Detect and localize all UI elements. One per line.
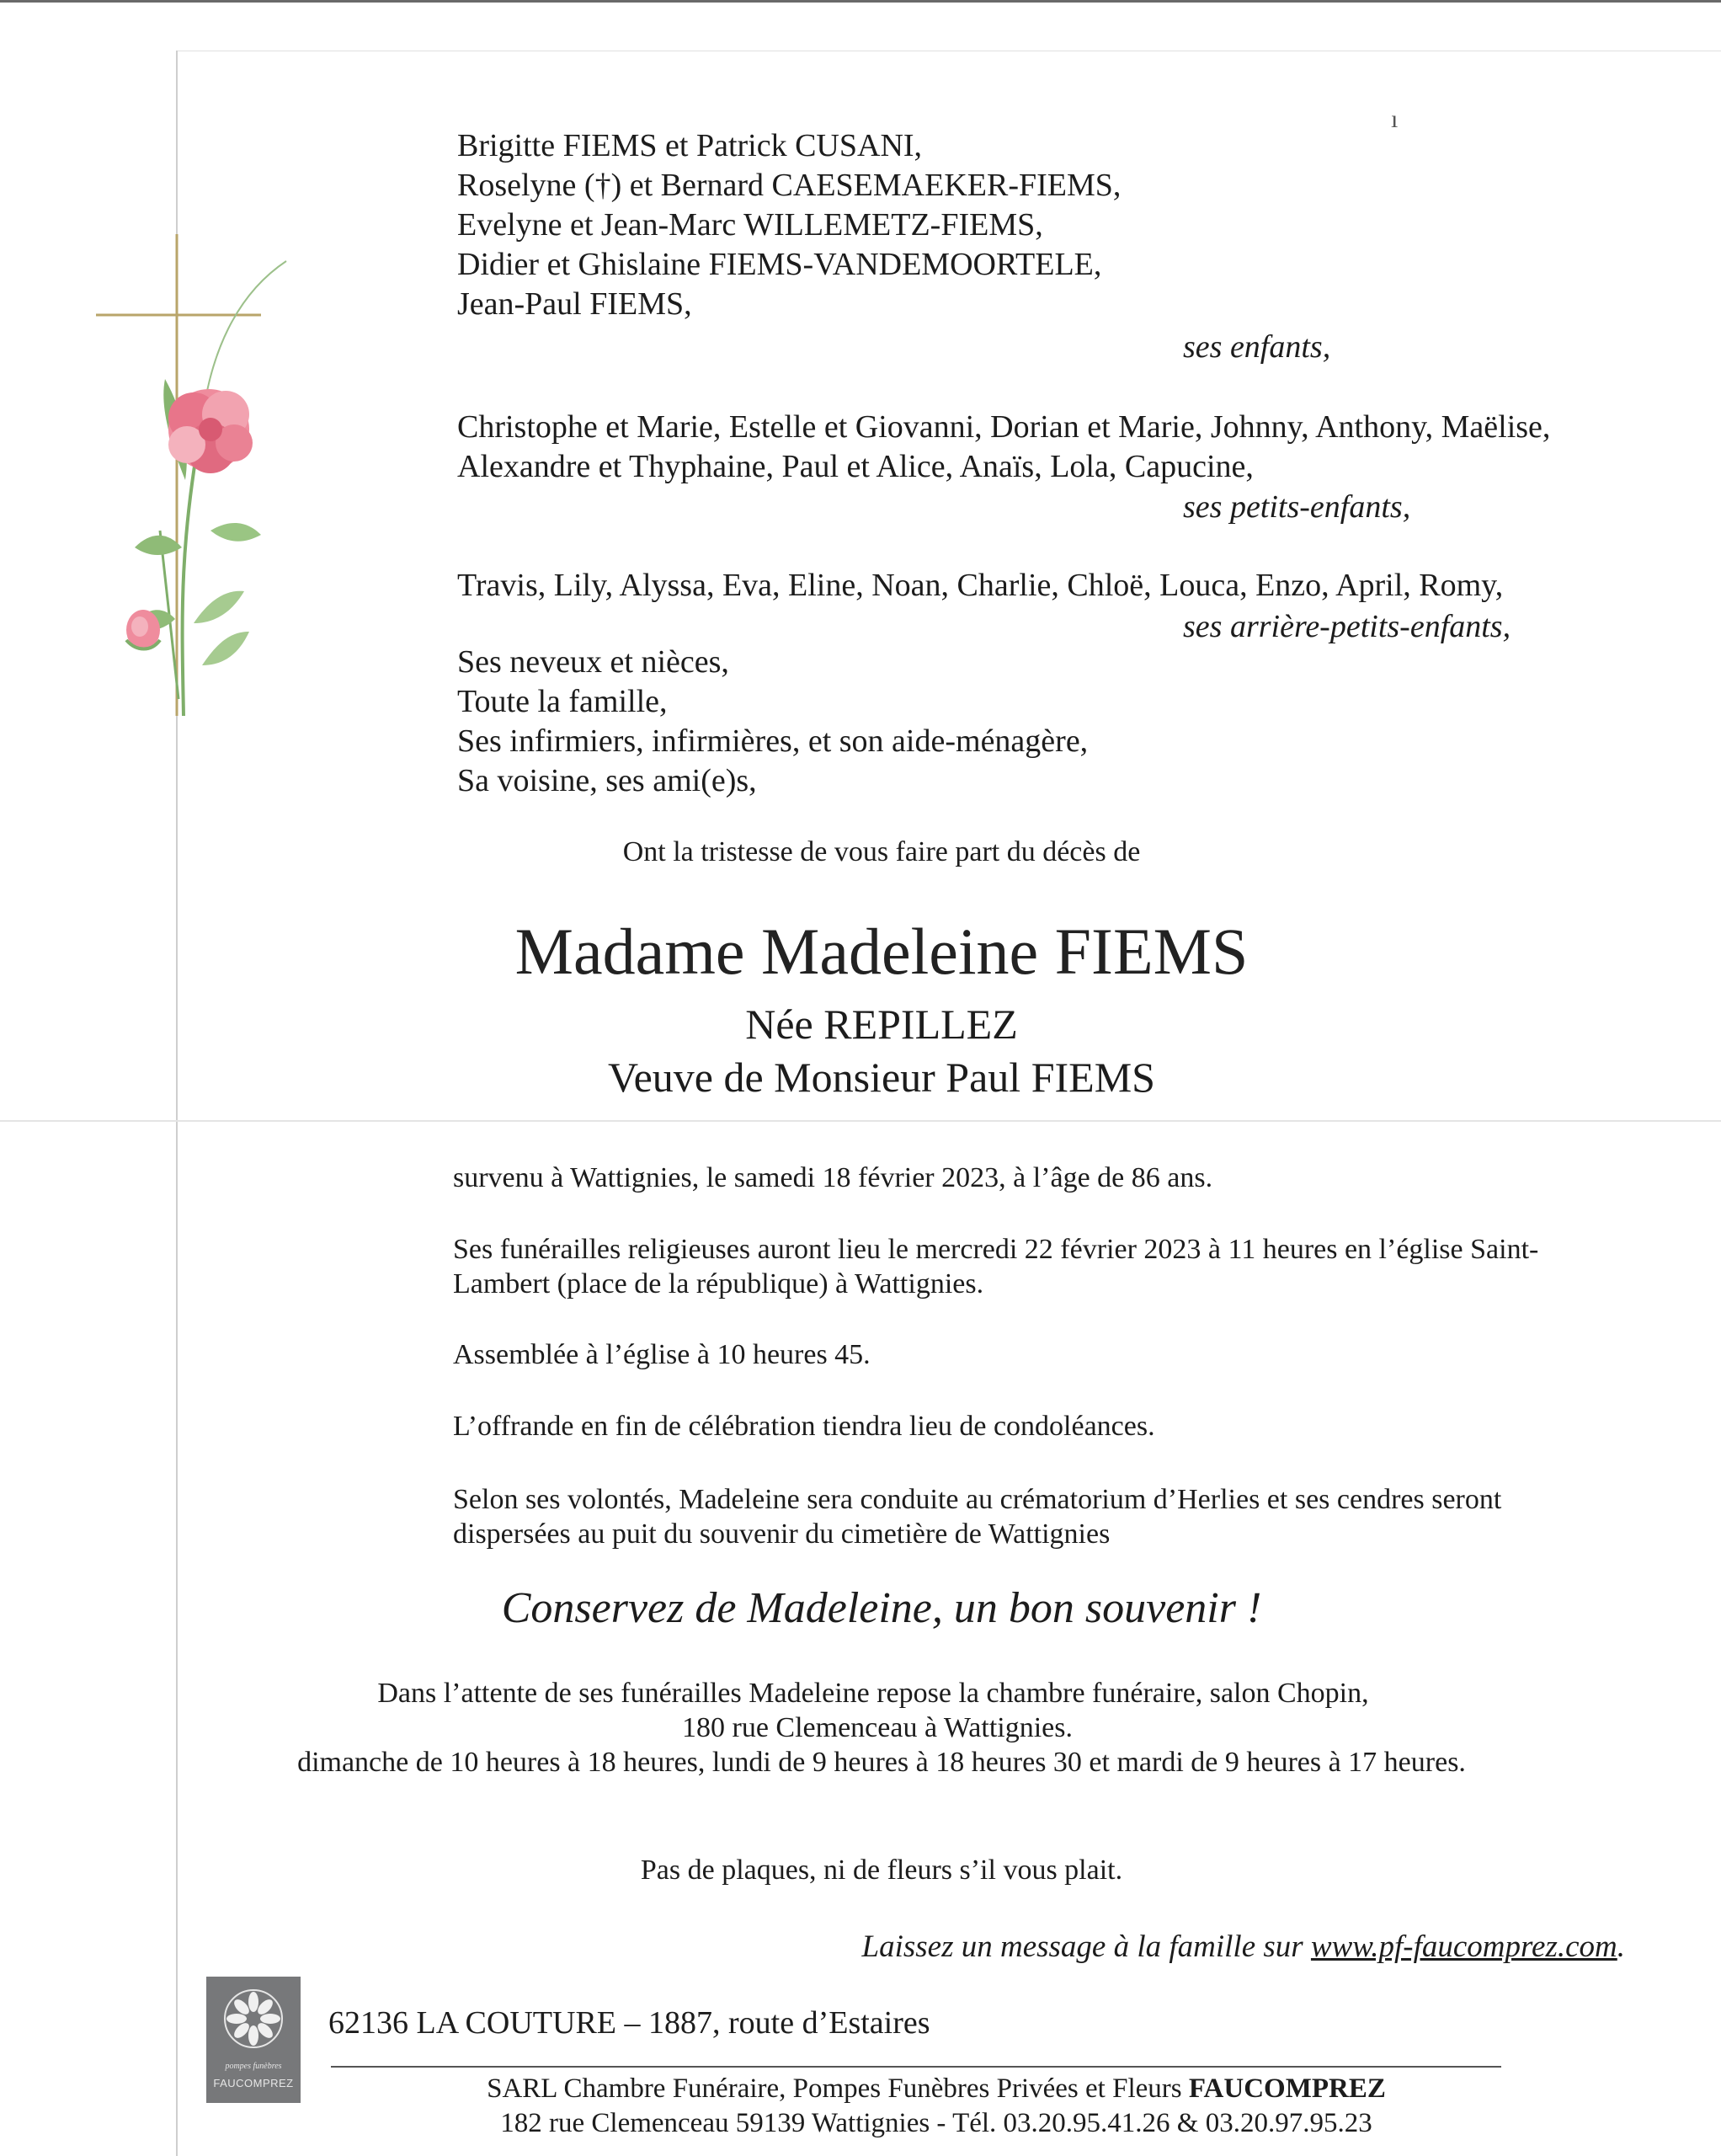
others-list: [457, 643, 1088, 801]
flower-logo-icon: [220, 1985, 287, 2052]
no-flowers-note: Pas de plaques, ni de fleurs s’il vous plait.: [640, 1854, 1123, 1886]
family-line: Ses neveux et nièces,: [457, 644, 729, 680]
children-role: ses enfants,: [1183, 329, 1331, 365]
family-line: Ses infirmiers, infirmières, et son aide-ménagère,: [457, 723, 1089, 759]
grandchildren-list: [457, 408, 1550, 487]
wishes-line: dispersées au puit du souvenir du cimetière de Wattignies: [453, 1518, 1111, 1550]
wishes-details: [453, 1482, 1501, 1551]
children-list: [457, 126, 1121, 324]
footer-contact: 182 rue Clemenceau 59139 Wattignies - Tél. 03.20.95.41.26 & 03.20.97.95.23: [500, 2108, 1372, 2138]
family-line: Brigitte FIEMS et Patrick CUSANI,: [457, 128, 923, 163]
family-line: Evelyne et Jean-Marc WILLEMETZ-FIEMS,: [457, 207, 1043, 243]
visitation-info: [0, 1676, 1721, 1780]
family-line: Jean-Paul FIEMS,: [457, 286, 692, 322]
website-link[interactable]: www.pf-faucomprez.com: [1310, 1929, 1617, 1964]
logo-caption-name: FAUCOMPREZ: [213, 2077, 294, 2089]
visitation-line: dimanche de 10 heures à 18 heures, lundi de 9 heures à 18 heures 30 et mardi de 9 heures à 17 heures.: [297, 1747, 1466, 1778]
leave-message-text: Laissez un message à la famille sur: [861, 1929, 1311, 1964]
family-line: Alexandre et Thyphaine, Paul et Alice, Anaïs, Lola, Capucine,: [457, 449, 1254, 484]
funeral-line: Lambert (place de la république) à Wattignies.: [453, 1268, 984, 1299]
announcement-intro: Ont la tristesse de vous faire part du décès de: [622, 836, 1141, 867]
leave-message-suffix: .: [1617, 1929, 1625, 1964]
great-grandchildren-line: Travis, Lily, Alyssa, Eva, Eline, Noan, Charlie, Chloë, Louca, Enzo, April, Romy,: [457, 568, 1504, 603]
visitation-line: Dans l’attente de ses funérailles Madeleine repose la chambre funéraire, salon Chopin,: [377, 1678, 1369, 1709]
grandchildren-role: ses petits-enfants,: [1183, 489, 1411, 525]
funeral-details: [453, 1232, 1538, 1301]
footer-brand: FAUCOMPREZ: [1188, 2073, 1386, 2104]
deceased-name: Madame Madeleine FIEMS: [514, 915, 1249, 988]
family-line: Roselyne (†) et Bernard CAESEMAEKER-FIEMS,: [457, 168, 1122, 203]
funeral-line: Ses funérailles religieuses auront lieu le mercredi 22 février 2023 à 11 heures en l’église Saint-: [453, 1234, 1539, 1265]
wishes-line: Selon ses volontés, Madeleine sera conduite au crématorium d’Herlies et ses cendres seront: [453, 1484, 1502, 1515]
family-line: Christophe et Marie, Estelle et Giovanni, Dorian et Marie, Johnny, Anthony, Maëlise,: [457, 409, 1551, 445]
top-border-rule: [0, 0, 1721, 3]
visitation-line: 180 rue Clemenceau à Wattignies.: [682, 1712, 1073, 1743]
widow-of: Veuve de Monsieur Paul FIEMS: [608, 1054, 1155, 1101]
footer-rule: [331, 2066, 1501, 2068]
family-line: Didier et Ghislaine FIEMS-VANDEMOORTELE,: [457, 247, 1102, 282]
card-fold-line: [0, 1120, 1721, 1122]
footer-company-text: SARL Chambre Funéraire, Pompes Funèbres Privées et Fleurs: [487, 2073, 1189, 2104]
funeral-home-address: 62136 LA COUTURE – 1887, route d’Estaires: [328, 2005, 930, 2041]
offering-note: L’offrande en fin de célébration tiendra lieu de condoléances.: [453, 1411, 1155, 1442]
family-line: Toute la famille,: [457, 684, 668, 719]
assembly-time: Assemblée à l’église à 10 heures 45.: [453, 1339, 871, 1370]
cross-flower-icon: [84, 227, 303, 733]
footer-company: [0, 2073, 1721, 2105]
logo-caption-small: pompes funèbres: [225, 2062, 282, 2071]
family-line: Sa voisine, ses ami(e)s,: [457, 763, 757, 798]
motto: Conservez de Madeleine, un bon souvenir !: [501, 1584, 1262, 1632]
leave-message-line: [862, 1929, 1626, 1965]
birth-name: Née REPILLEZ: [745, 1001, 1018, 1048]
scan-speck: ı: [1391, 105, 1399, 133]
death-details: survenu à Wattignies, le samedi 18 février 2023, à l’âge de 86 ans.: [453, 1162, 1213, 1193]
great-grandchildren-role: ses arrière-petits-enfants,: [1183, 609, 1511, 644]
